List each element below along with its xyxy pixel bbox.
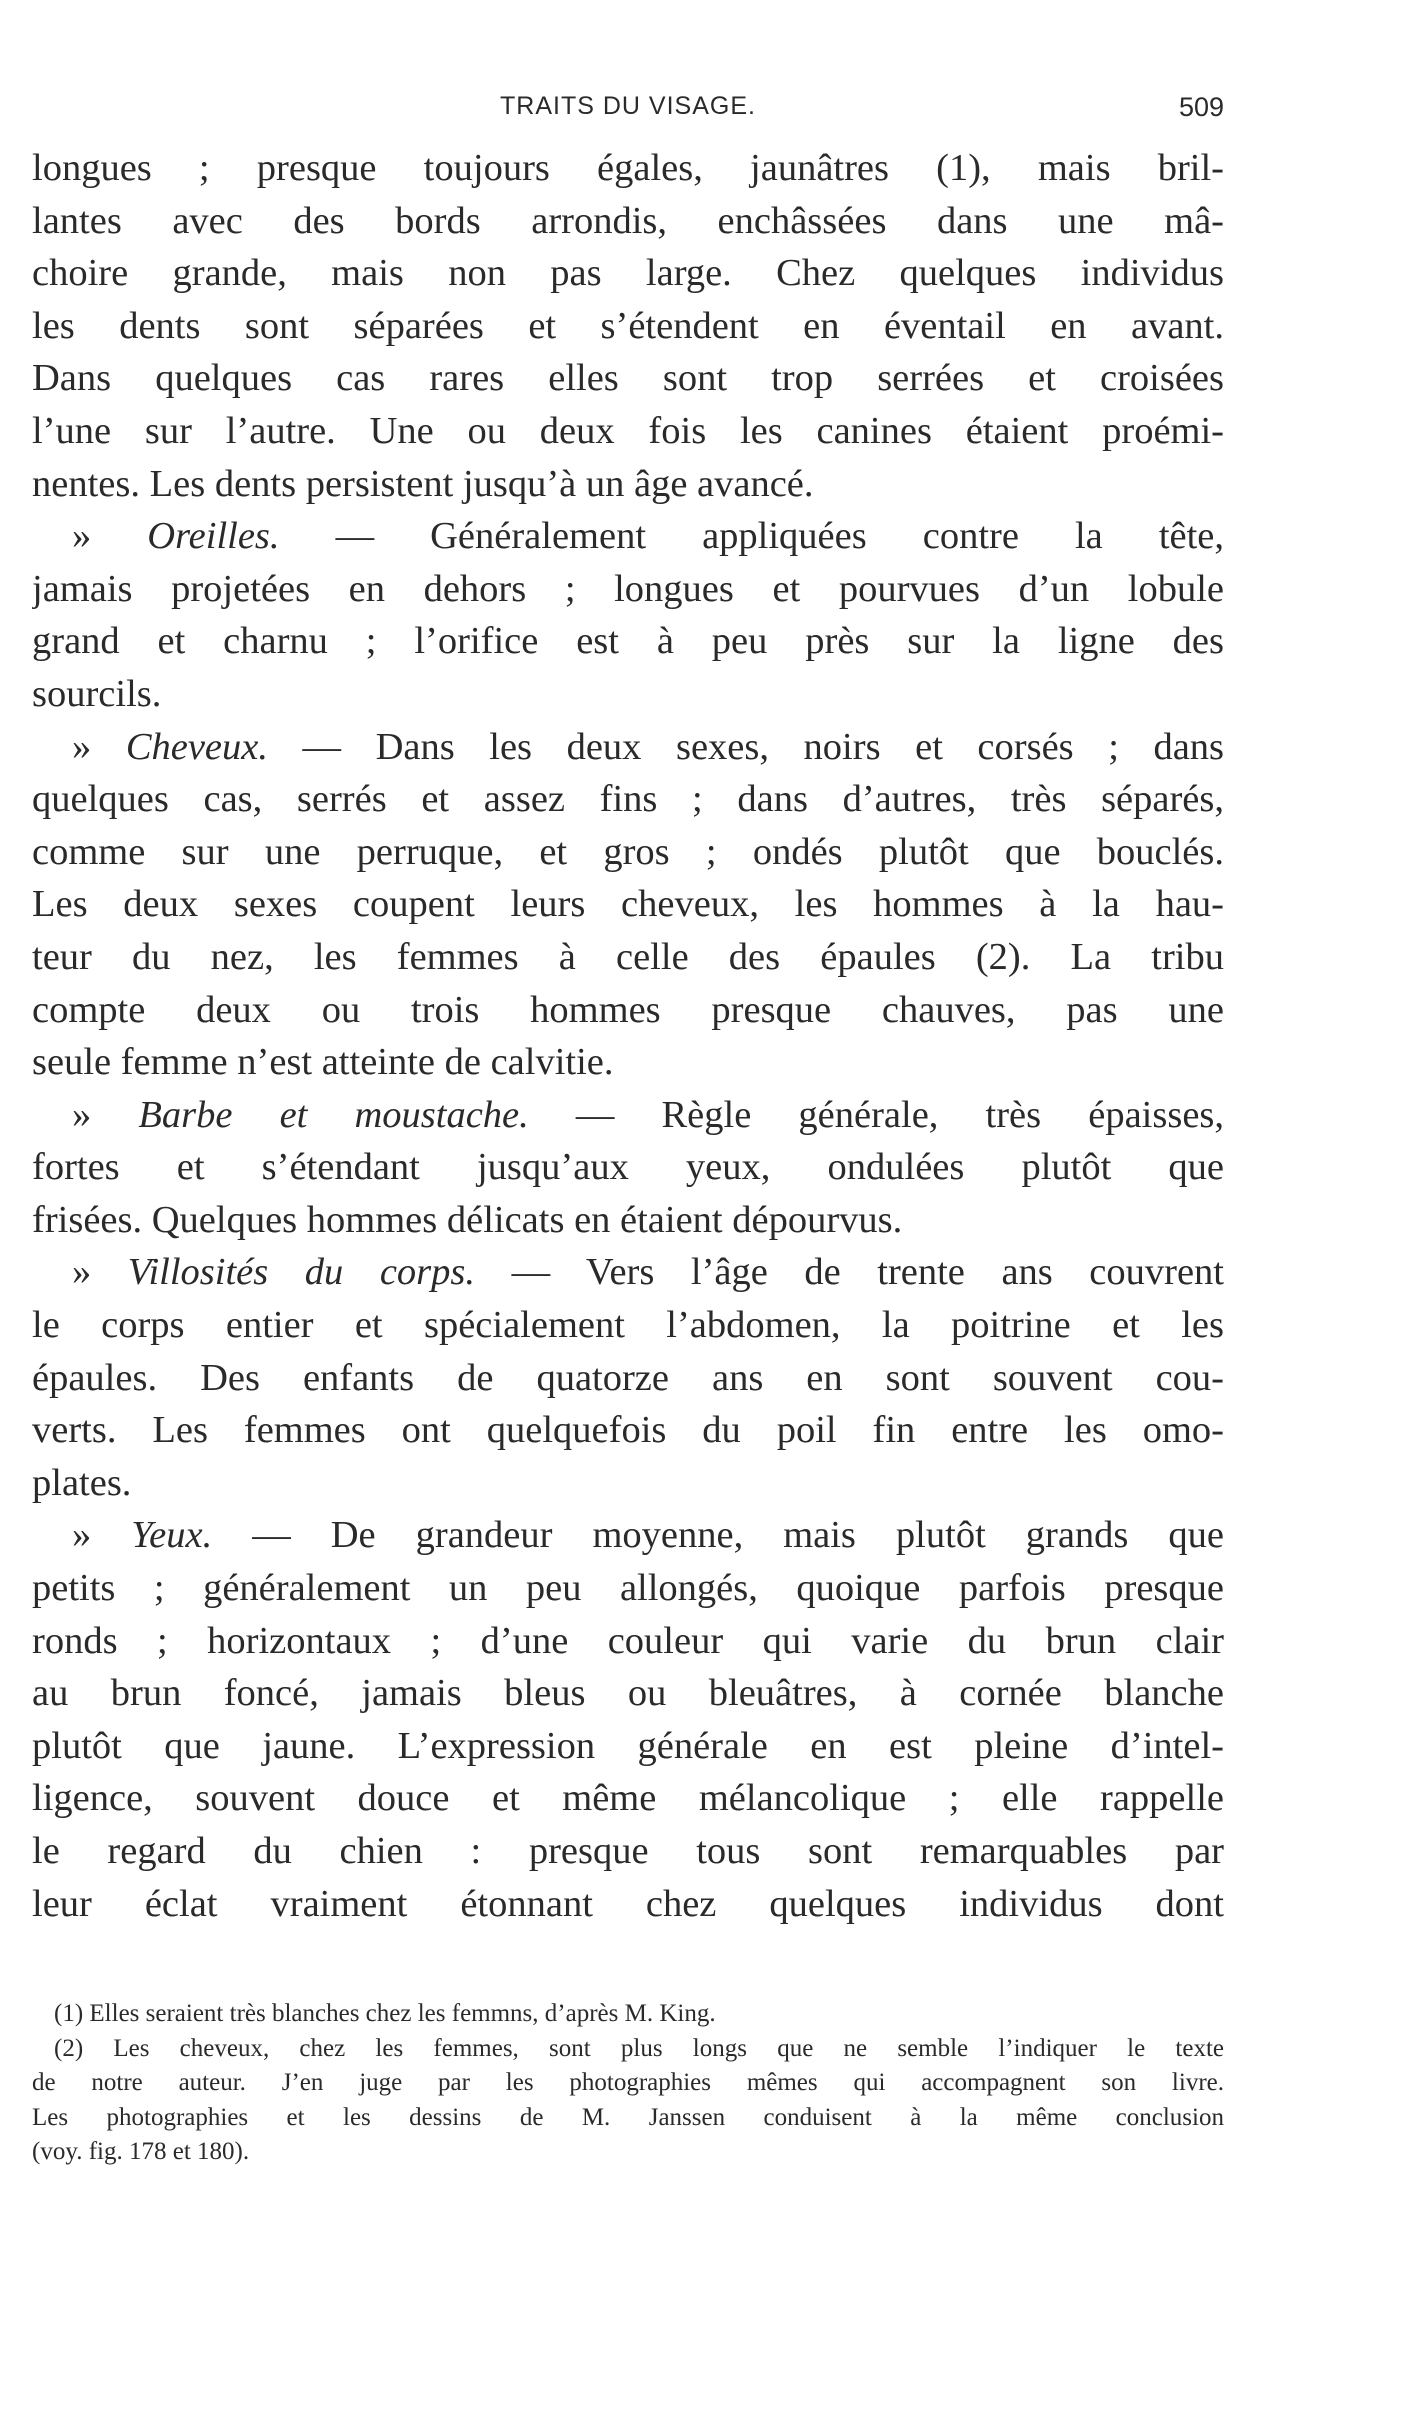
text-line: compte deux ou trois hommes presque chauves, pas une — [32, 988, 1224, 1031]
section-title-cheveux: Cheveux. — [125, 725, 268, 768]
text-line: le corps entier et spécialement l’abdomen, la poitrine et les — [32, 1304, 1224, 1347]
footnotes — [32, 1997, 1224, 2170]
text-line: frisées. Quelques hommes délicats en étaient dépourvus. — [32, 1198, 903, 1241]
text-line: longues ; presque toujours égales, jaunâtres (1), mais bril- — [32, 147, 1224, 189]
text-line: jamais projetées en dehors ; longues et pourvues d’un lobule — [32, 567, 1224, 610]
page-number: 509 — [1178, 92, 1224, 122]
text-line: verts. Les femmes ont quelquefois du poil fin entre les omo- — [32, 1409, 1224, 1452]
text-line: ronds ; horizontaux ; d’une couleur qui varie du brun clair — [32, 1619, 1224, 1662]
text-line: choire grande, mais non pas large. Chez quelques individus — [32, 252, 1224, 295]
paragraph-yeux — [32, 1509, 1224, 1562]
text-line: teur du nez, les femmes à celle des épaules (2). La tribu — [32, 935, 1224, 978]
text-line: petits ; généralement un peu allongés, quoique parfois presque — [32, 1567, 1224, 1610]
text-line: grand et charnu ; l’orifice est à peu près sur la ligne des — [32, 620, 1224, 663]
text-line: fortes et s’étendant jusqu’aux yeux, ondulées plutôt que — [32, 1146, 1224, 1189]
body-text — [32, 142, 1224, 1930]
quote-mark: » — [72, 1093, 92, 1136]
section-title-barbe: Barbe et moustache. — [138, 1093, 529, 1136]
paragraph-villosites — [32, 1246, 1224, 1299]
text-line: Dans quelques cas rares elles sont trop serrées et croisées — [32, 357, 1224, 400]
page-header — [32, 88, 1224, 128]
text-line: leur éclat vraiment étonnant chez quelques individus dont — [32, 1882, 1224, 1925]
footnote-2-line: de notre auteur. J’en juge par les photographies mêmes qui accompagnent son livre. — [32, 2069, 1224, 2096]
footnote-2-line: Les photographies et les dessins de M. Janssen conduisent à la même conclusion — [32, 2103, 1224, 2131]
text-line: plates. — [32, 1461, 132, 1504]
footnote-2-line: (voy. fig. 178 et 180). — [32, 2138, 250, 2165]
quote-mark: » — [72, 515, 92, 558]
text-run: — De grandeur moyenne, mais plutôt grands que — [252, 1514, 1224, 1557]
text-run: — Généralement appliquées contre la tête, — [335, 515, 1224, 558]
text-run: — Vers l’âge de trente ans couvrent — [511, 1251, 1224, 1294]
text-line: comme sur une perruque, et gros ; ondés plutôt que bouclés. — [32, 830, 1224, 873]
paragraph-barbe — [32, 1089, 1224, 1142]
text-run: — Dans les deux sexes, noirs et corsés ; dans — [302, 725, 1224, 768]
text-line: au brun foncé, jamais bleus ou bleuâtres, à cornée blanche — [32, 1672, 1224, 1715]
text-line: quelques cas, serrés et assez fins ; dans d’autres, très séparés, — [32, 778, 1224, 821]
text-line: épaules. Des enfants de quatorze ans en sont souvent cou- — [32, 1356, 1224, 1399]
running-title: TRAITS DU VISAGE. — [500, 92, 756, 120]
text-line: le regard du chien : presque tous sont remarquables par — [32, 1830, 1224, 1872]
quote-mark: » — [72, 1251, 92, 1294]
text-line: ligence, souvent douce et même mélancolique ; elle rappelle — [32, 1777, 1224, 1820]
quote-mark: » — [72, 1514, 92, 1557]
text-run: — Règle générale, très épaisses, — [575, 1093, 1224, 1136]
footnote-2: (2) Les cheveux, chez les femmes, sont plus longs que ne semble l’indiquer le texte — [54, 2034, 1224, 2062]
text-line: les dents sont séparées et s’étendent en éventail en avant. — [32, 304, 1224, 347]
text-line: lantes avec des bords arrondis, enchâssées dans une mâ- — [32, 199, 1224, 242]
text-line: plutôt que jaune. L’expression générale en est pleine d’intel- — [32, 1724, 1224, 1767]
footnote-1: (1) Elles seraient très blanches chez les femmns, d’après M. King. — [54, 2000, 716, 2027]
section-title-oreilles: Oreilles. — [147, 515, 280, 558]
quote-mark: » — [72, 725, 92, 768]
section-title-villosites: Villosités du corps. — [127, 1251, 476, 1294]
text-line: l’une sur l’autre. Une ou deux fois les canines étaient proémi- — [32, 409, 1224, 452]
text-line: Les deux sexes coupent leurs cheveux, les hommes à la hau- — [32, 883, 1224, 926]
section-title-yeux: Yeux. — [131, 1514, 213, 1557]
text-line: seule femme n’est atteinte de calvitie. — [32, 1041, 614, 1084]
text-line: sourcils. — [32, 672, 162, 715]
paragraph-cheveux — [32, 721, 1224, 774]
text-line: nentes. Les dents persistent jusqu’à un âge avancé. — [32, 462, 814, 505]
paragraph-oreilles — [32, 510, 1224, 563]
